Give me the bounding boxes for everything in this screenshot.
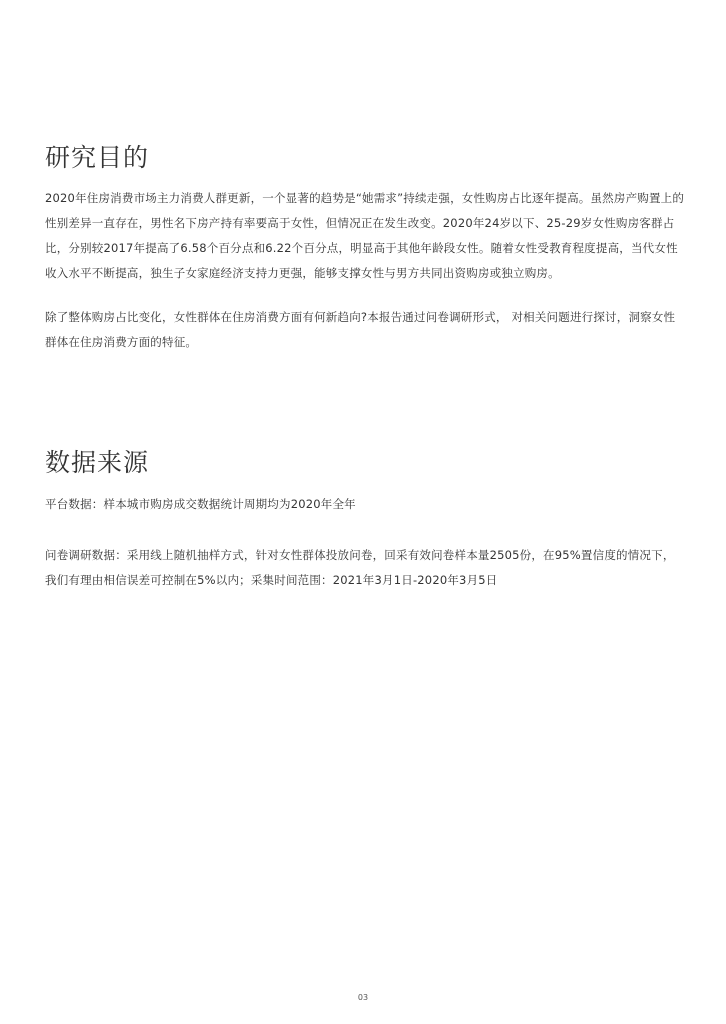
research-purpose-paragraph-1: 2020年住房消费市场主力消费人群更新，一个显著的趋势是“她需求”持续走强，女性购房占比逐年提高。虽然房产购置上的性别差异一直存在，男性名下房产持有率要高于女性，但情况正在发生改变。2020年24岁以下、25-29岁女性购房客群占比，分别较2017年提高了6.58个百分点和6.22个百分点，明显高于其他年龄段女性。随着女性受教育程度提高，当代女性收入水平不断提高，独生子女家庭经济支持力更强，能够支撑女性与男方共同出资购房或独立购房。 — [45, 191, 685, 280]
research-purpose-paragraph-2: 除了整体购房占比变化，女性群体在住房消费方面有何新趋向?本报告通过问卷调研形式， 对相关问题进行探讨，洞察女性群体在住房消费方面的特征。 — [45, 310, 676, 349]
page-number: 03 — [357, 993, 369, 1002]
platform-data-paragraph: 平台数据：样本城市购房成交数据统计周期均为2020年全年 — [45, 497, 356, 511]
data-source-section — [45, 447, 685, 593]
research-purpose-heading: 研究目的 — [45, 143, 150, 172]
data-source-heading: 数据来源 — [45, 448, 150, 477]
survey-data-paragraph: 问卷调研数据：采用线上随机抽样方式，针对女性群体投放问卷，回采有效问卷样本量2505份，在95%置信度的情况下，我们有理由相信误差可控制在5%以内；采集时间范围：2021年3月1日-2020年3月5日 — [45, 548, 675, 587]
research-purpose-section — [45, 142, 685, 355]
